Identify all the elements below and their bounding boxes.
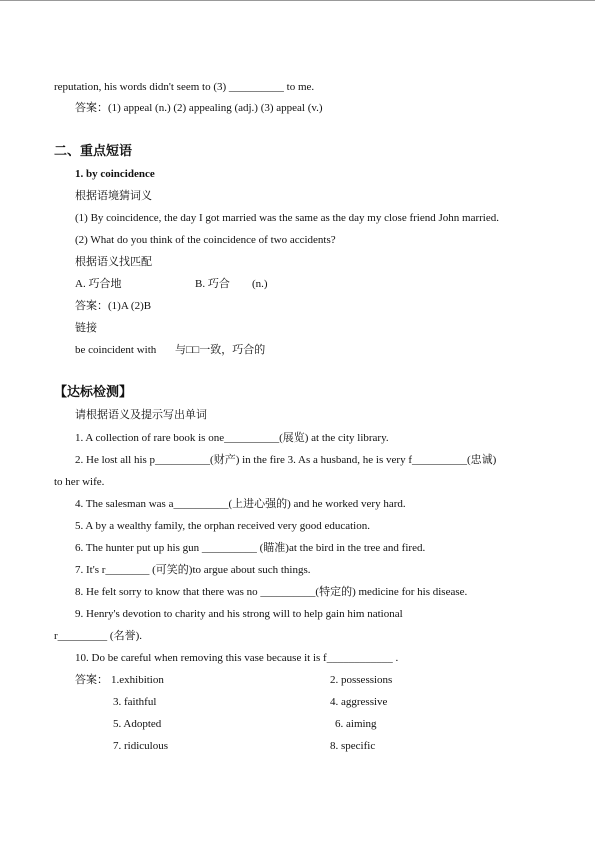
example-sentence-1: (1) By coincidence, the day I got married was the same as the day my close friend John married.	[75, 212, 499, 224]
guess-instruction: 根据语境猜词义	[75, 190, 152, 202]
question-1: 1. A collection of rare book is one__________(展览) at the city library.	[75, 432, 389, 444]
question-2-3: 2. He lost all his p__________(财产) in the fire 3. As a husband, he is very f__________(忠诚)	[75, 454, 497, 466]
question-5: 5. A by a wealthy family, the orphan received very good education.	[75, 520, 370, 532]
test-instruction: 请根据语义及提示写出单词	[75, 409, 207, 421]
answer-item: 8. specific	[330, 740, 376, 752]
section-two-heading: 二、重点短语	[54, 143, 133, 158]
answer-item: 4. aggressive	[330, 696, 388, 708]
page-top-rule	[0, 0, 595, 1]
option-b: B. 巧合	[195, 278, 230, 290]
option-b-pos: (n.)	[252, 278, 268, 290]
top-fragment: reputation, his words didn't seem to (3) __________ to me.	[54, 81, 315, 93]
question-8: 8. He felt sorry to know that there was no __________(特定的) medicine for his disease.	[75, 586, 468, 598]
phrase-answer: 答案：(1)A (2)B	[75, 300, 152, 312]
answer-item: 3. faithful	[113, 696, 157, 708]
answer-item: 6. aiming	[335, 718, 377, 730]
option-a: A. 巧合地	[75, 278, 122, 290]
answer-item: 5. Adopted	[113, 718, 162, 730]
question-9: 9. Henry's devotion to charity and his strong will to help gain him national	[75, 608, 403, 620]
answer-item: 2. possessions	[330, 674, 393, 686]
link-phrase: be coincident with	[75, 344, 157, 356]
question-7: 7. It's r________ (可笑的)to argue about such things.	[75, 564, 311, 576]
match-instruction: 根据语义找匹配	[75, 256, 152, 268]
link-label: 链接	[75, 322, 97, 334]
question-3-continued: to her wife.	[54, 476, 105, 488]
question-10: 10. Do be careful when removing this vase because it is f____________ .	[75, 652, 399, 664]
link-meaning: 与□□一致，巧合的	[175, 344, 266, 356]
answer-label: 答案：	[75, 674, 108, 686]
question-6: 6. The hunter put up his gun __________ (瞄准)at the bird in the tree and fired.	[75, 542, 426, 554]
answer-item: 1.exhibition	[111, 674, 164, 686]
example-sentence-2: (2) What do you think of the coincidence of two accidents?	[75, 234, 336, 246]
test-heading: 【达标检测】	[54, 384, 133, 399]
answer-item: 7. ridiculous	[113, 740, 168, 752]
top-answer: 答案：(1) appeal (n.) (2) appealing (adj.) (3) appeal (v.)	[75, 102, 323, 114]
question-4: 4. The salesman was a__________(上进心强的) and he worked very hard.	[75, 498, 406, 510]
phrase-title: 1. by coincidence	[75, 168, 155, 180]
question-9-continued: r_________ (名誉).	[54, 630, 142, 642]
